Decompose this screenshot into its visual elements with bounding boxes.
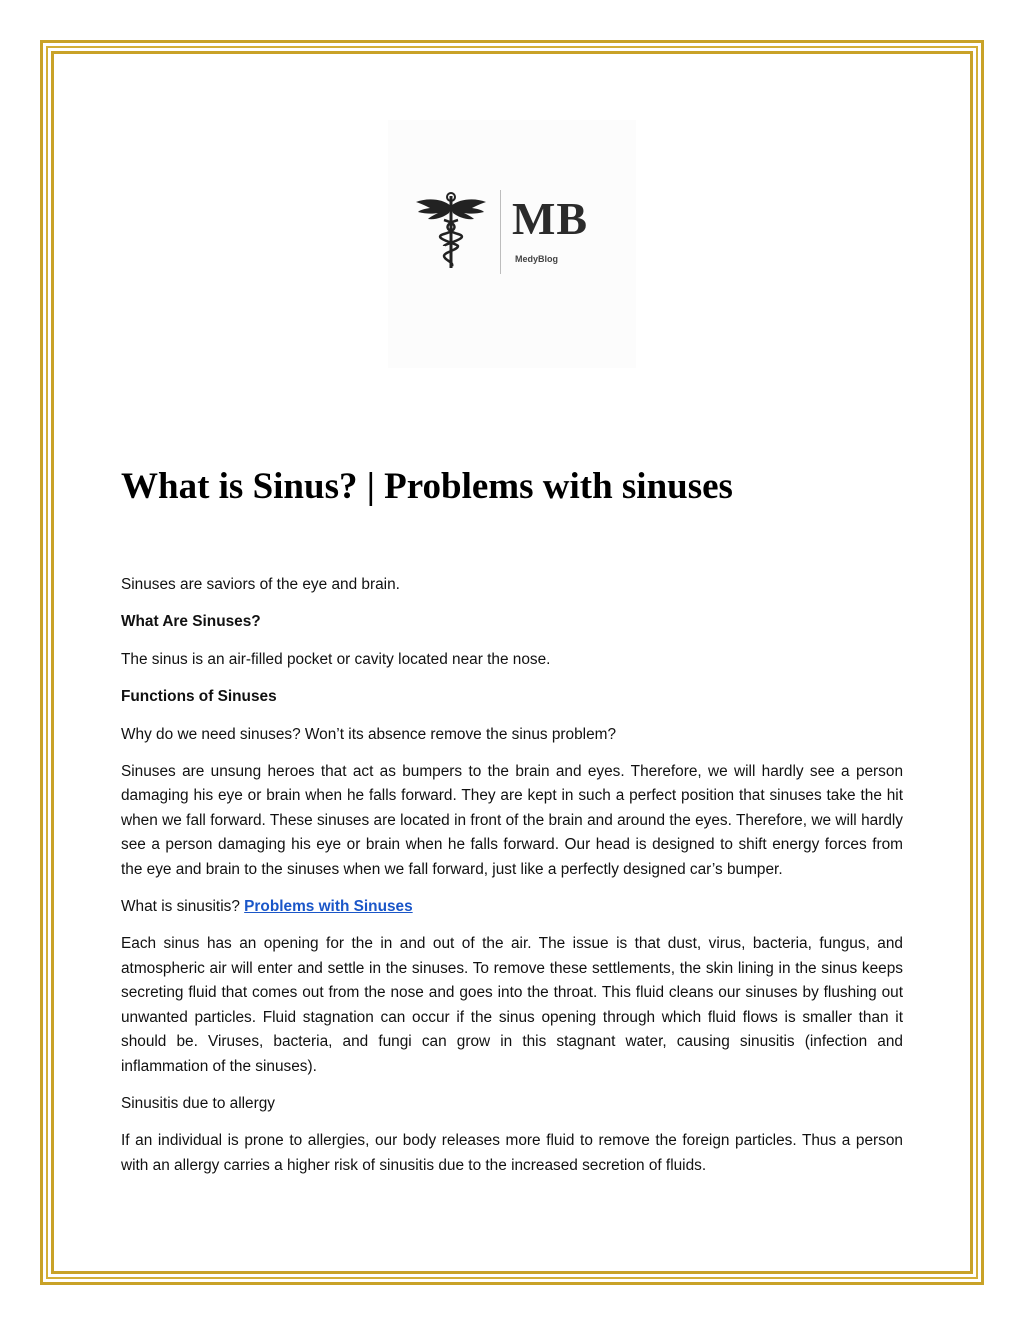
sinusitis-prefix: What is sinusitis? [121,898,245,916]
heading-what-are-sinuses: What Are Sinuses? [121,613,261,631]
logo-letters: MB [512,193,589,244]
sinusitis-paragraph: Each sinus has an opening for the in and out of the air. The issue is that dust, virus, bacteria, fungus, and atmospheric air will enter and settle in the sinuses. To remove these settlements, the skin lining in the sinus keeps secreting fluid that comes out from the nose and goes into the throat. This fluid cleans our sinuses by flushing out unwanted particles. Fluid stagnation can occur if the sinus opening through which fluid flows is smaller than it should be. Viruses, bacteria, and fungi can grow in this stagnant water, causing sinusitis (infection and inflammation of the sinuses). [121,935,903,1075]
problems-with-sinuses-link[interactable]: Problems with Sinuses [244,898,413,916]
intro-paragraph: Sinuses are saviors of the eye and brain. [121,576,400,593]
what-paragraph: The sinus is an air-filled pocket or cavity located near the nose. [121,650,551,668]
sinusitis-line [121,895,903,919]
article [121,465,903,1191]
allergy-paragraph: If an individual is prone to allergies, our body releases more fluid to remove the foreign particles. Thus a person with an allergy carries a higher risk of sinusitis due to the increased secretion of fluids. [121,1132,903,1174]
functions-paragraph: Sinuses are unsung heroes that act as bumpers to the brain and eyes. Therefore, we will hardly see a person damaging his eye or brain when he falls forward. They are kept in such a perfect position that sinuses take the hit when we fall forward. These sinuses are located in front of the brain and around the eyes. Therefore, we will hardly see a person damaging his eye or brain when he falls forward. Our head is designed to shift energy forces from the eye and brain to the sinuses when we fall forward, just like a perfectly designed car’s bumper. [121,763,903,878]
logo [388,120,636,368]
caduceus-icon [414,192,488,272]
logo-divider [500,190,501,274]
logo-subtitle: MedyBlog [515,254,559,264]
functions-question: Why do we need sinuses? Won’t its absence remove the sinus problem? [121,725,617,743]
heading-functions: Functions of Sinuses [121,688,277,706]
heading-allergy: Sinusitis due to allergy [121,1094,275,1112]
article-title: What is Sinus? | Problems with sinuses [121,466,733,507]
